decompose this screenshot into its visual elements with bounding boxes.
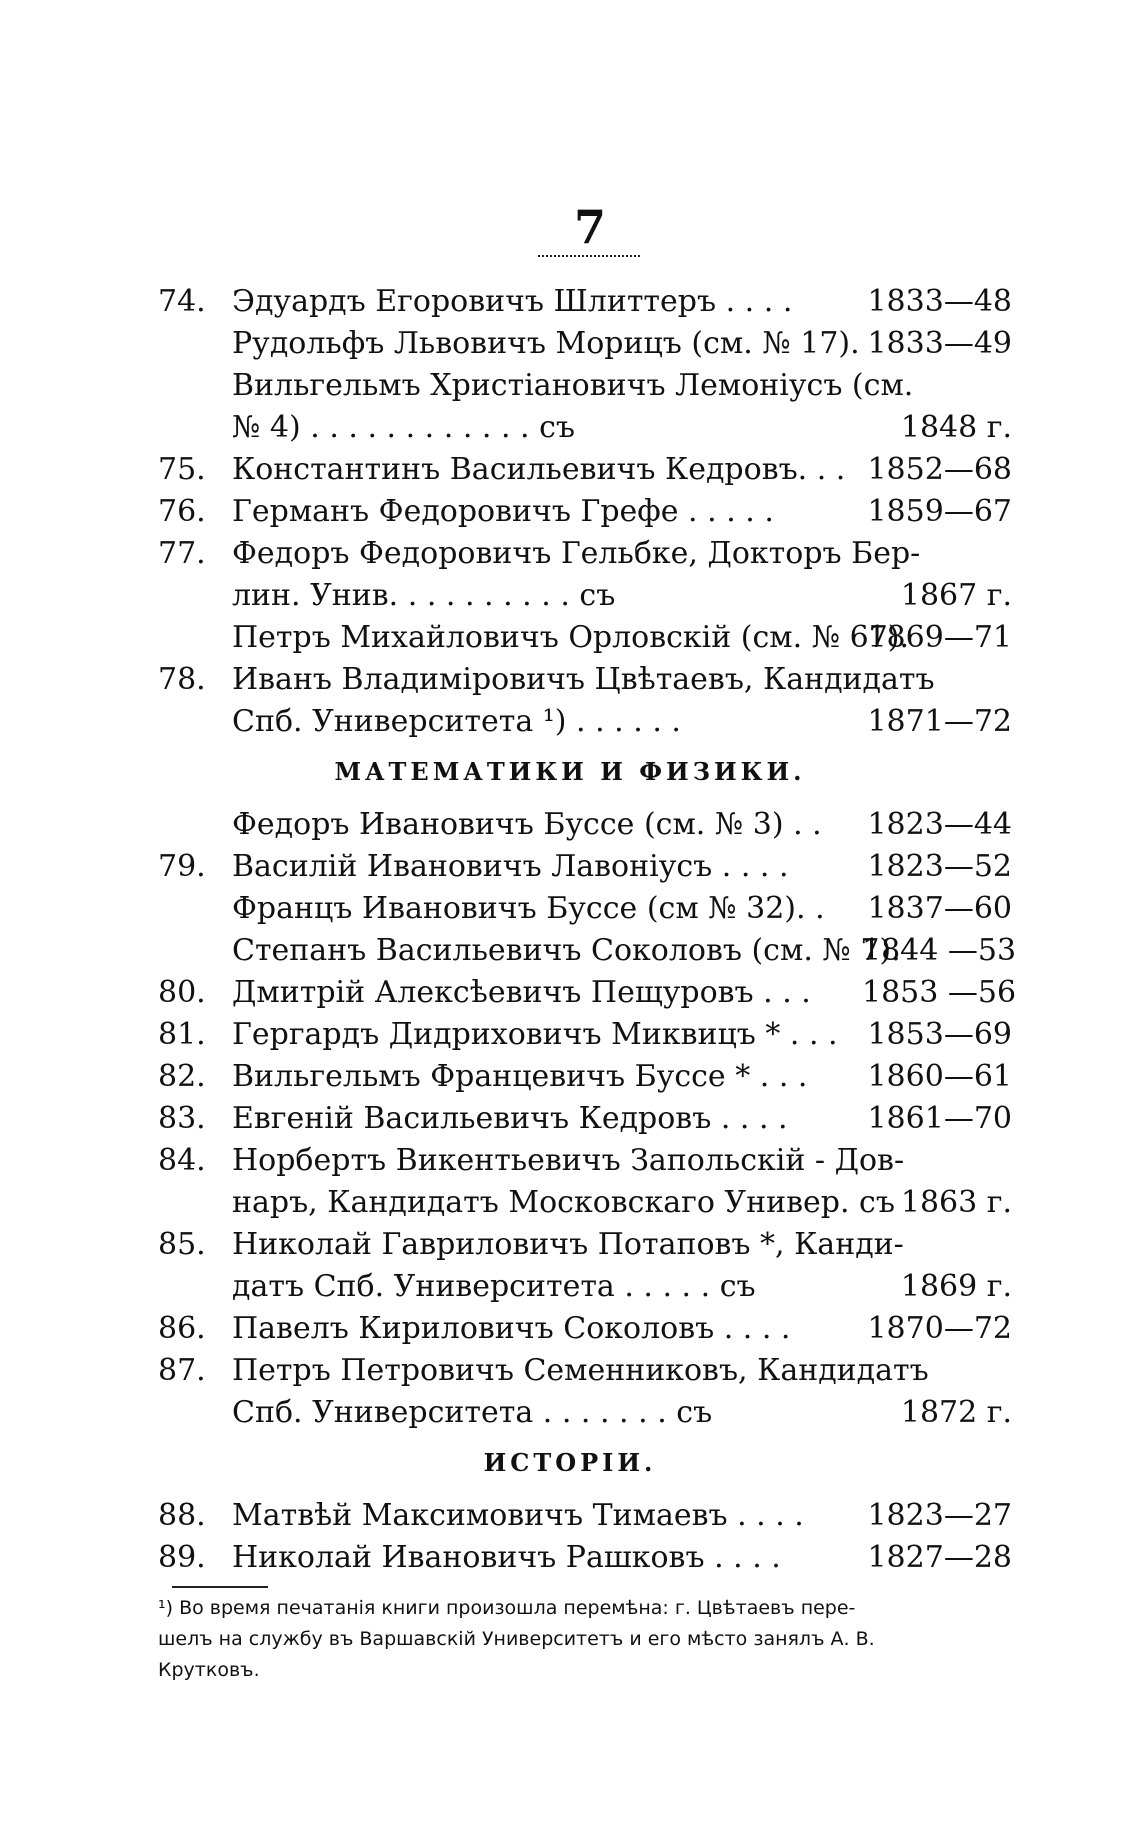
- page-number-rule: [538, 255, 640, 257]
- entry-name: Василій Ивановичъ Лавоніусъ . . . .: [232, 849, 789, 884]
- entry-name: лин. Унив. . . . . . . . . . съ: [232, 578, 616, 613]
- entry-number: 85.: [158, 1227, 206, 1262]
- entry-number: 88.: [158, 1498, 206, 1533]
- entry-number: 79.: [158, 849, 206, 884]
- entry-number: 80.: [158, 975, 206, 1010]
- entry-number: 82.: [158, 1059, 206, 1094]
- entry-years: 1860—61: [867, 1059, 1012, 1094]
- entry-years: 1870—72: [867, 1311, 1012, 1346]
- entry-years: 1852—68: [867, 452, 1012, 487]
- entry-number: 83.: [158, 1101, 206, 1136]
- entry-years: 1869—71: [867, 620, 1012, 655]
- entry-name: Рудольфъ Львовичъ Морицъ (см. № 17).: [232, 326, 860, 361]
- entry-name: Федоръ Ивановичъ Буссе (см. № 3) . .: [232, 807, 822, 842]
- entry-name: Норбертъ Викентьевичъ Запольскій - Дов-: [232, 1143, 905, 1178]
- page-number: 7: [573, 200, 606, 254]
- entry-years: 1848 г.: [900, 410, 1012, 445]
- entry-name: Дмитрій Алексѣевичъ Пещуровъ . . .: [232, 975, 811, 1010]
- entry-years: 1823—44: [867, 807, 1012, 842]
- entry-name: Евгеній Васильевичъ Кедровъ . . . .: [232, 1101, 788, 1136]
- entry-name: Спб. Университета ¹) . . . . . .: [232, 704, 681, 739]
- entry-number: 84.: [158, 1143, 206, 1178]
- entry-years: 1827—28: [867, 1540, 1012, 1575]
- entry-name: Николай Ивановичъ Рашковъ . . . .: [232, 1540, 781, 1575]
- footnote-rule: [172, 1586, 268, 1588]
- entry-years: 1861—70: [867, 1101, 1012, 1136]
- entry-name: Федоръ Федоровичъ Гельбке, Докторъ Бер-: [232, 536, 921, 571]
- footnote-line: ¹) Во время печатанія книги произошла перемѣна: г. Цвѣтаевъ пере-: [158, 1597, 856, 1619]
- entry-years: 1837—60: [867, 891, 1012, 926]
- section-heading-math: МАТЕМАТИКИ И ФИЗИКИ.: [334, 757, 806, 786]
- entry-name: Германъ Федоровичъ Грефе . . . . .: [232, 494, 774, 529]
- entry-name: Петръ Петровичъ Семенниковъ, Кандидатъ: [232, 1353, 929, 1388]
- entry-years: 1872 г.: [900, 1395, 1012, 1430]
- entry-years: 1863 г.: [900, 1185, 1012, 1220]
- entry-number: 89.: [158, 1540, 206, 1575]
- entry-name: Гергардъ Дидриховичъ Миквицъ * . . .: [232, 1017, 838, 1052]
- footnote-line: Крутковъ.: [158, 1659, 260, 1681]
- entry-number: 75.: [158, 452, 206, 487]
- entry-years: 1853—69: [867, 1017, 1012, 1052]
- entry-years: 1853 —56: [862, 975, 1017, 1010]
- entry-years: 1869 г.: [900, 1269, 1012, 1304]
- entry-name: датъ Спб. Университета . . . . . съ: [232, 1269, 756, 1304]
- entry-name: Францъ Ивановичъ Буссе (см № 32). .: [232, 891, 825, 926]
- entry-years: 1871—72: [867, 704, 1012, 739]
- section-heading-history: ИСТОРІИ.: [483, 1448, 657, 1477]
- entry-name: Эдуардъ Егоровичъ Шлиттеръ . . . .: [232, 284, 793, 319]
- entry-years: 1823—27: [867, 1498, 1012, 1533]
- entry-name: Петръ Михайловичъ Орловскій (см. № 67).: [232, 620, 910, 655]
- entry-years: 1833—49: [867, 326, 1012, 361]
- entry-years: 1833—48: [867, 284, 1012, 319]
- entry-name: Иванъ Владиміровичъ Цвѣтаевъ, Кандидатъ: [232, 662, 935, 697]
- entry-number: 86.: [158, 1311, 206, 1346]
- entry-name: Матвѣй Максимовичъ Тимаевъ . . . .: [232, 1498, 804, 1533]
- entry-name: Вильгельмъ Христіановичъ Лемоніусъ (см.: [232, 368, 914, 403]
- entry-number: 74.: [158, 284, 206, 319]
- entry-number: 77.: [158, 536, 206, 571]
- entry-number: 76.: [158, 494, 206, 529]
- entry-name: Константинъ Васильевичъ Кедровъ. . .: [232, 452, 846, 487]
- entry-name: Николай Гавриловичъ Потаповъ *, Канди-: [232, 1227, 904, 1262]
- entry-years: 1859—67: [867, 494, 1012, 529]
- entry-years: 1867 г.: [900, 578, 1012, 613]
- entry-years: 1823—52: [867, 849, 1012, 884]
- entry-name: Павелъ Кириловичъ Соколовъ . . . .: [232, 1311, 791, 1346]
- entry-name: наръ, Кандидатъ Московскаго Универ. съ: [232, 1185, 895, 1220]
- entry-name: № 4) . . . . . . . . . . . . съ: [232, 410, 576, 445]
- entry-years: 1844 —53: [862, 933, 1017, 968]
- entry-number: 78.: [158, 662, 206, 697]
- entry-number: 81.: [158, 1017, 206, 1052]
- entry-number: 87.: [158, 1353, 206, 1388]
- entry-name: Вильгельмъ Францевичъ Буссе * . . .: [232, 1059, 808, 1094]
- footnote-line: шелъ на службу въ Варшавскій Университетъ и его мѣсто занялъ А. В.: [158, 1628, 875, 1650]
- entry-name: Степанъ Васильевичъ Соколовъ (см. № 7).: [232, 933, 901, 968]
- entry-name: Спб. Университета . . . . . . . съ: [232, 1395, 713, 1430]
